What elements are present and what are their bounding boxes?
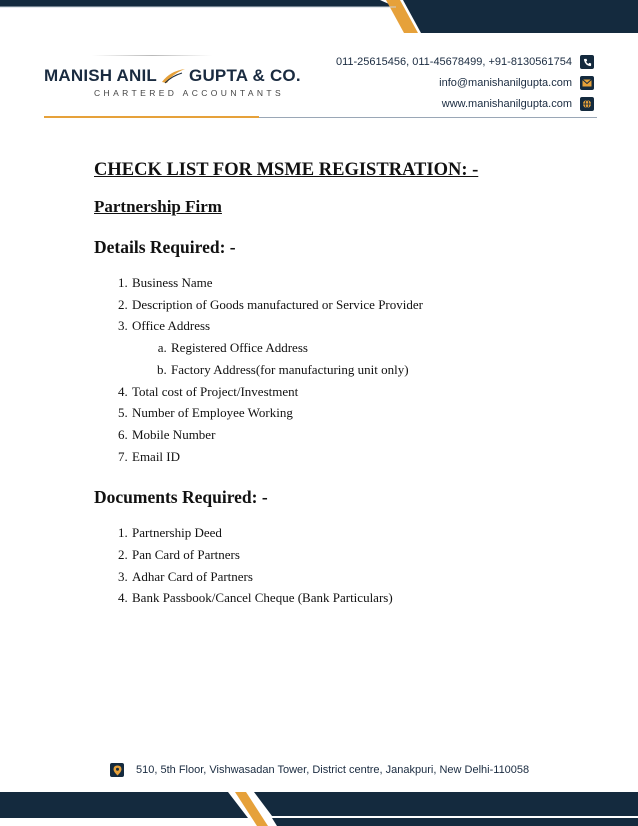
header-band (0, 0, 638, 34)
list-item: 1. Partnership Deed (131, 522, 594, 544)
phone-numbers: 011-25615456, 011-45678499, +91-8130561754 (335, 56, 572, 68)
website-url[interactable]: www.manishanilgupta.com (441, 98, 572, 110)
globe-icon (580, 97, 594, 111)
list-item (131, 315, 594, 380)
list-item: 7. Email ID (131, 446, 594, 468)
contact-website (336, 94, 594, 114)
logo-rule-top (92, 55, 212, 56)
entity-type-heading: Partnership Firm (94, 197, 222, 216)
contact-block (336, 52, 594, 115)
email-icon (580, 76, 594, 90)
list-item-label: Office Address (132, 318, 211, 334)
documents-list (94, 522, 594, 609)
list-item: 1. Business Name (131, 272, 594, 294)
office-address-sublist (132, 337, 594, 380)
list-item: 6. Mobile Number (131, 424, 594, 446)
footer-band (0, 792, 638, 826)
firm-name-left: MANISH ANIL (44, 66, 158, 85)
list-item: a. Registered Office Address (170, 337, 594, 359)
documents-heading: Documents Required: - (94, 487, 268, 508)
list-item: 3. Adhar Card of Partners (131, 566, 594, 588)
list-item: 5. Number of Employee Working (131, 402, 594, 424)
email-address[interactable]: info@manishanilgupta.com (439, 77, 572, 89)
logo-underline (44, 116, 259, 118)
details-list (94, 272, 594, 467)
firm-logo (44, 66, 301, 98)
list-item: b. Factory Address(for manufacturing unit only) (170, 359, 594, 381)
checklist-content (94, 160, 594, 609)
details-heading: Details Required: - (94, 237, 236, 257)
swoosh-icon (160, 68, 186, 84)
contact-email (336, 73, 594, 93)
list-item: 4. Total cost of Project/Investment (131, 381, 594, 403)
list-item: 2. Description of Goods manufactured or Service Provider (131, 294, 594, 316)
list-item: 4. Bank Passbook/Cancel Cheque (Bank Particulars) (131, 587, 594, 609)
footer-address (110, 763, 529, 777)
firm-subtitle: CHARTERED ACCOUNTANTS (94, 88, 285, 98)
address-text: 510, 5th Floor, Vishwasadan Tower, District centre, Janakpuri, New Delhi-110058 (136, 764, 530, 776)
firm-name (44, 66, 301, 86)
location-pin-icon (110, 763, 124, 777)
header-rule (259, 117, 597, 118)
contact-phone (336, 52, 594, 72)
list-item: 2. Pan Card of Partners (131, 544, 594, 566)
phone-icon (580, 55, 594, 69)
firm-name-right: GUPTA & CO. (189, 66, 301, 85)
page-title: CHECK LIST FOR MSME REGISTRATION: - (94, 160, 479, 180)
